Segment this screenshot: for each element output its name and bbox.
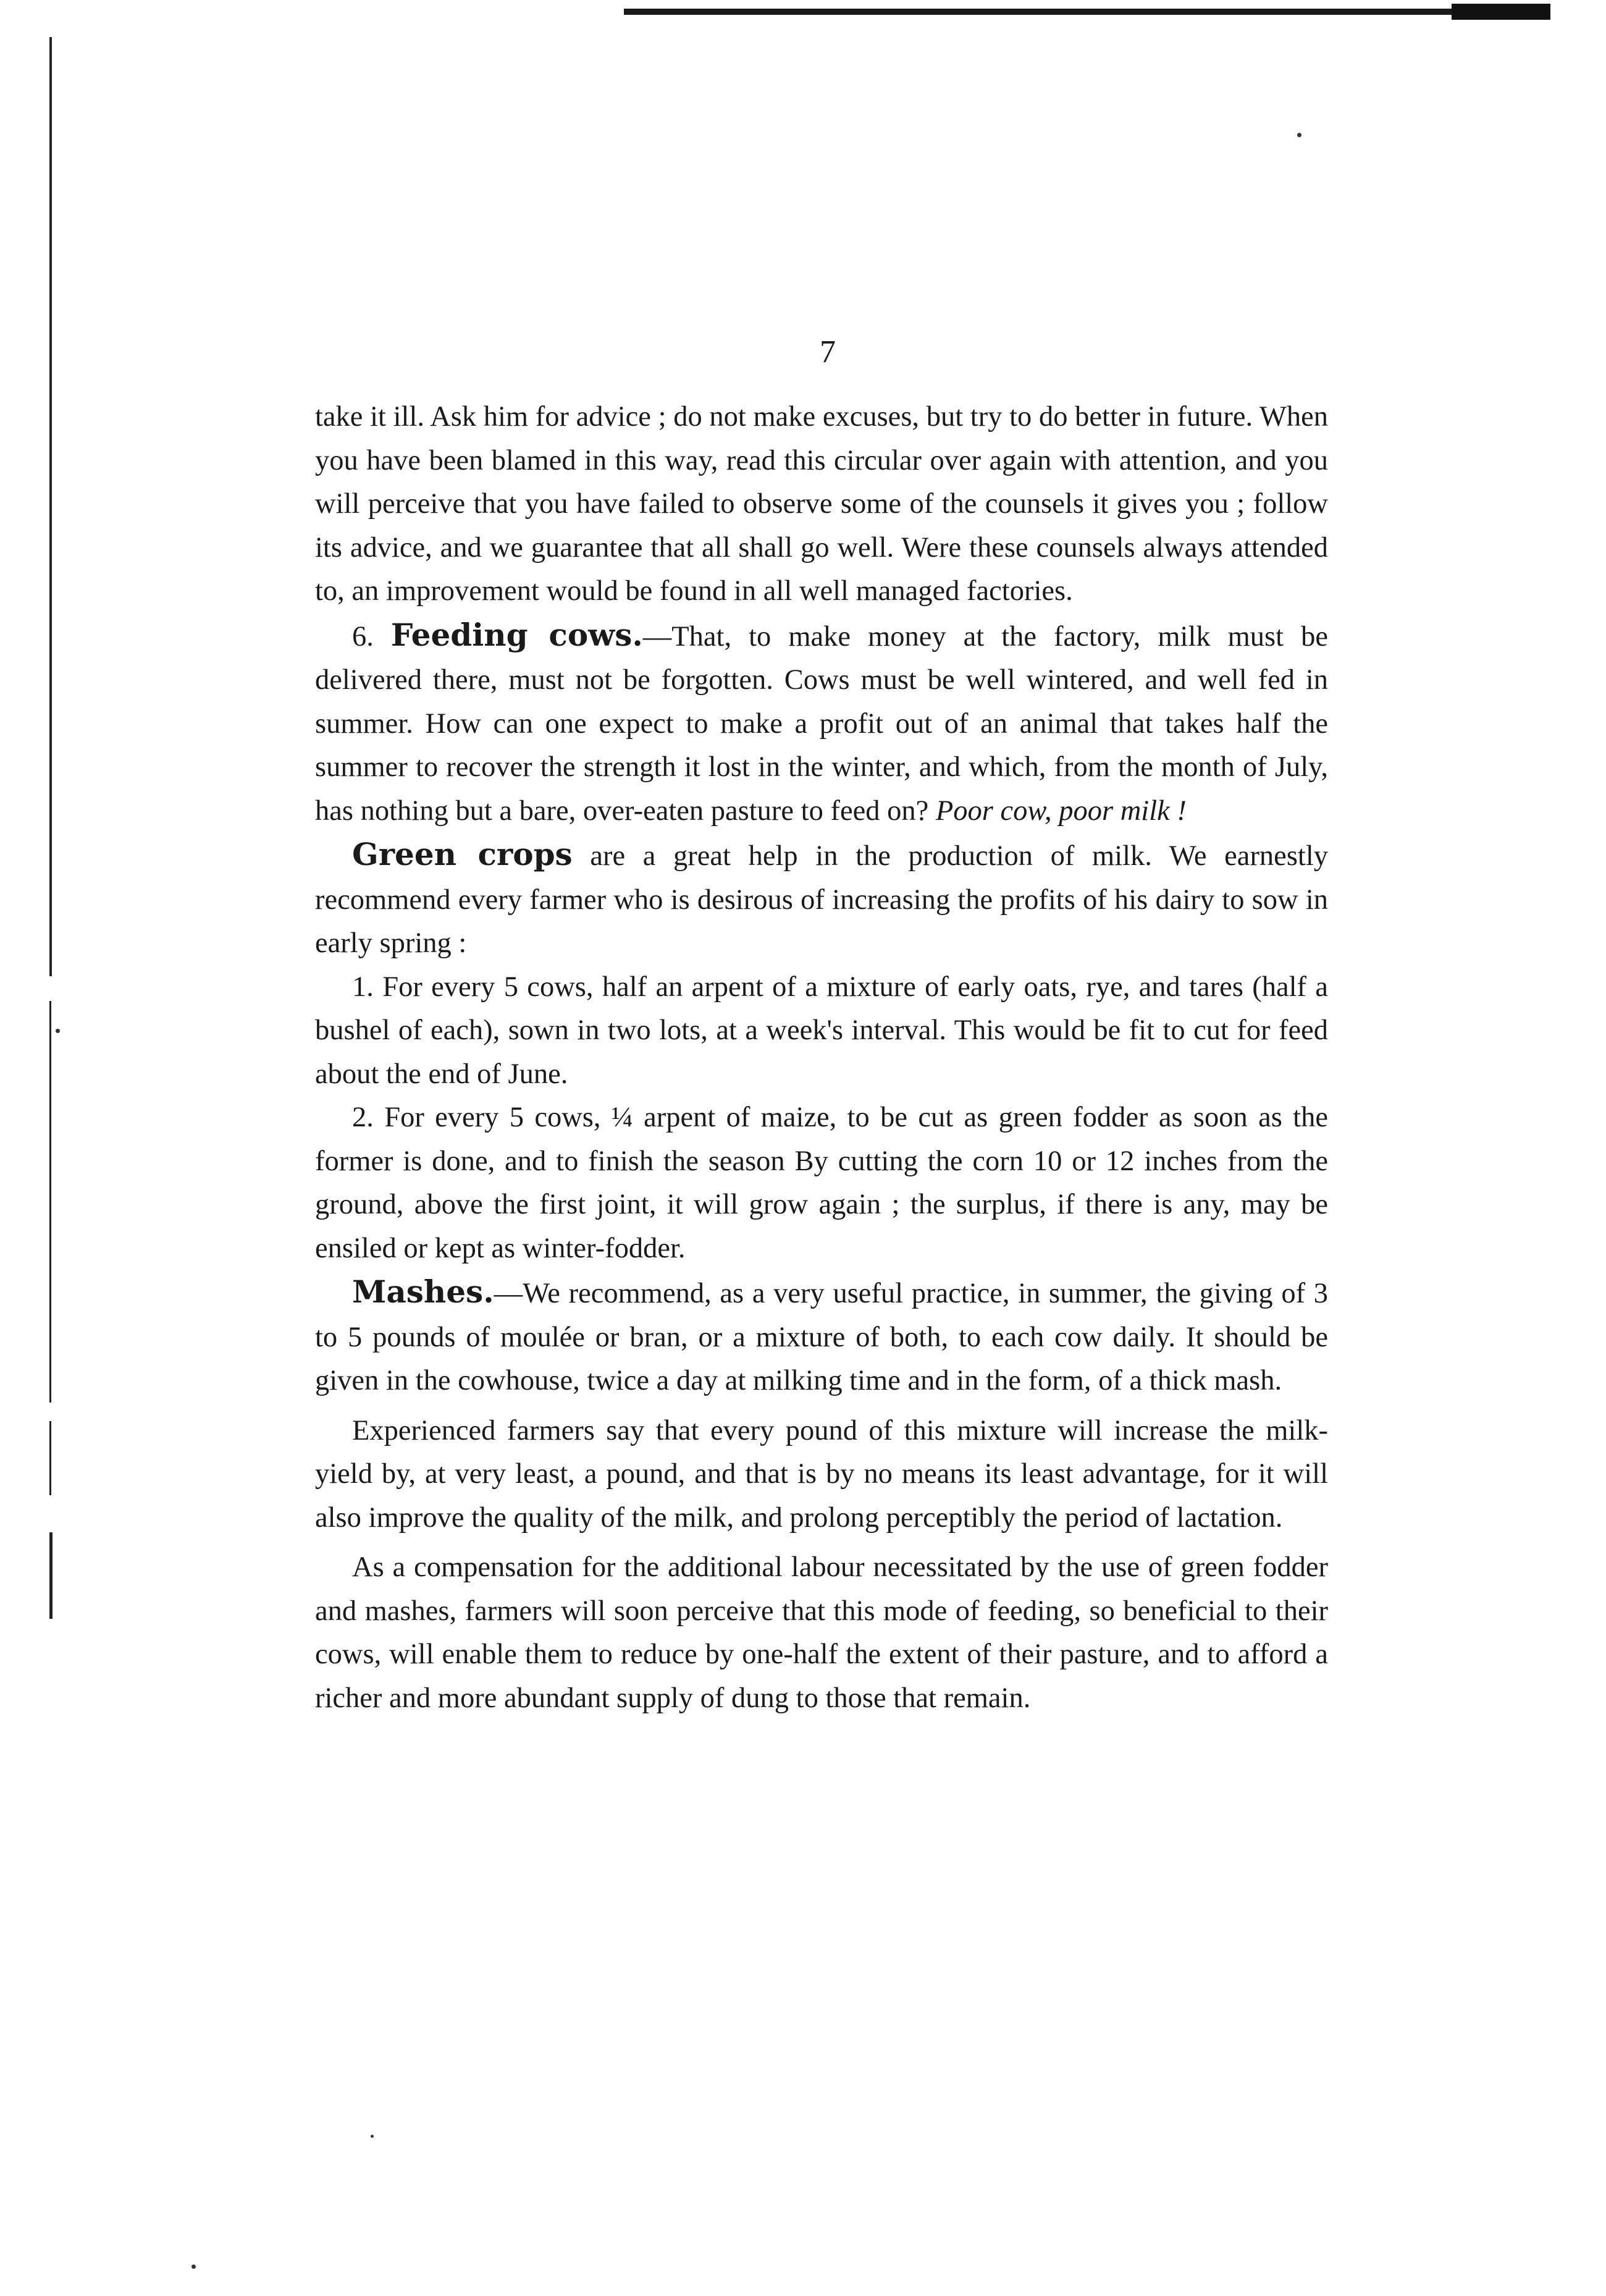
paragraph-text: are a great help in the production of milk. We earnestly recommend every farmer who is desirous of increasing the profits of his dairy to sow in early spring : bbox=[315, 840, 1328, 959]
body-text bbox=[315, 395, 1328, 1720]
paragraph-mashes bbox=[315, 1270, 1328, 1403]
paragraph-compensation: As a compensation for the additional labour necessitated by the use of green fodder and mashes, farmers will soon perceive that this mode of feeding, so beneficial to their cows, will enable them to reduce by one-half the extent of their pasture, and to afford a richer and more abundant supply of dung to those that remain. bbox=[315, 1551, 1328, 1714]
paragraph-text: —We recommend, as a very useful practice, in summer, the giving of 3 to 5 pounds of moulée or bran, or a mixture of both, to each cow daily. It should be given in the cowhouse, twice a day at milking time and in the form, of a thick mash. bbox=[315, 1278, 1328, 1396]
paragraph-green-crops bbox=[315, 833, 1328, 966]
italic-phrase: Poor cow, poor milk ! bbox=[935, 795, 1187, 827]
page-number: 7 bbox=[820, 334, 836, 369]
scan-speck bbox=[56, 1029, 60, 1033]
paragraph-text: —That, to make money at the factory, milk must be delivered there, must not be forgotten. Cows must be well wintered, and well fed in summer. How can one expect to make a profit out of an animal that takes half the summer to recover the strength it lost in the winter, and which, from the month of July, has nothing but a bare, over-eaten pasture to feed on? bbox=[315, 620, 1328, 827]
section-heading-feeding-cows: Feeding cows. bbox=[390, 616, 643, 653]
scan-left-margin-fragment-2 bbox=[49, 1532, 53, 1619]
list-item-2: 2. For every 5 cows, ¼ arpent of maize, to be cut as green fodder as soon as the former is done, and to finish the season By cutting the corn 10 or 12 inches from the ground, above the first joint, it will grow again ; the surplus, if there is any, may be ensiled or kept as winter-fodder. bbox=[315, 1102, 1328, 1264]
section-heading-mashes: Mashes. bbox=[352, 1273, 494, 1310]
scan-left-margin-line bbox=[49, 37, 52, 976]
paragraph-continuation: take it ill. Ask him for advice ; do not make excuses, but try to do better in future. When you have been blamed in this way, read this circular over again with attention, and you will perceive that you have failed to observe some of the counsels it gives you ; follow its advice, and we guarantee that all shall go well. Were these counsels always attended to, an improvement would be found in all well managed factories. bbox=[315, 401, 1328, 607]
scan-left-margin-line-lower bbox=[49, 1001, 51, 1403]
paragraph-experienced-farmers: Experienced farmers say that every pound of this mixture will increase the milk-yield by, at very least, a pound, and that is by no means its least advantage, for it will also improve the quality of the milk, and prolong perceptibly the period of lactation. bbox=[315, 1414, 1328, 1534]
scan-top-rule bbox=[624, 9, 1550, 15]
scan-top-rule-heavy bbox=[1452, 4, 1550, 20]
section-number: 6. bbox=[352, 620, 374, 652]
scan-speck bbox=[371, 2135, 374, 2138]
paragraph-feeding-cows bbox=[315, 614, 1328, 834]
scan-speck bbox=[1297, 133, 1301, 137]
list-item-1: 1. For every 5 cows, half an arpent of a mixture of early oats, rye, and tares (half a bushel of each), sown in two lots, at a week's interval. This would be fit to cut for feed about the end of June. bbox=[315, 971, 1328, 1090]
section-heading-green-crops: Green crops bbox=[352, 836, 573, 872]
scan-speck bbox=[191, 2264, 196, 2269]
scan-left-margin-fragment bbox=[49, 1421, 51, 1495]
